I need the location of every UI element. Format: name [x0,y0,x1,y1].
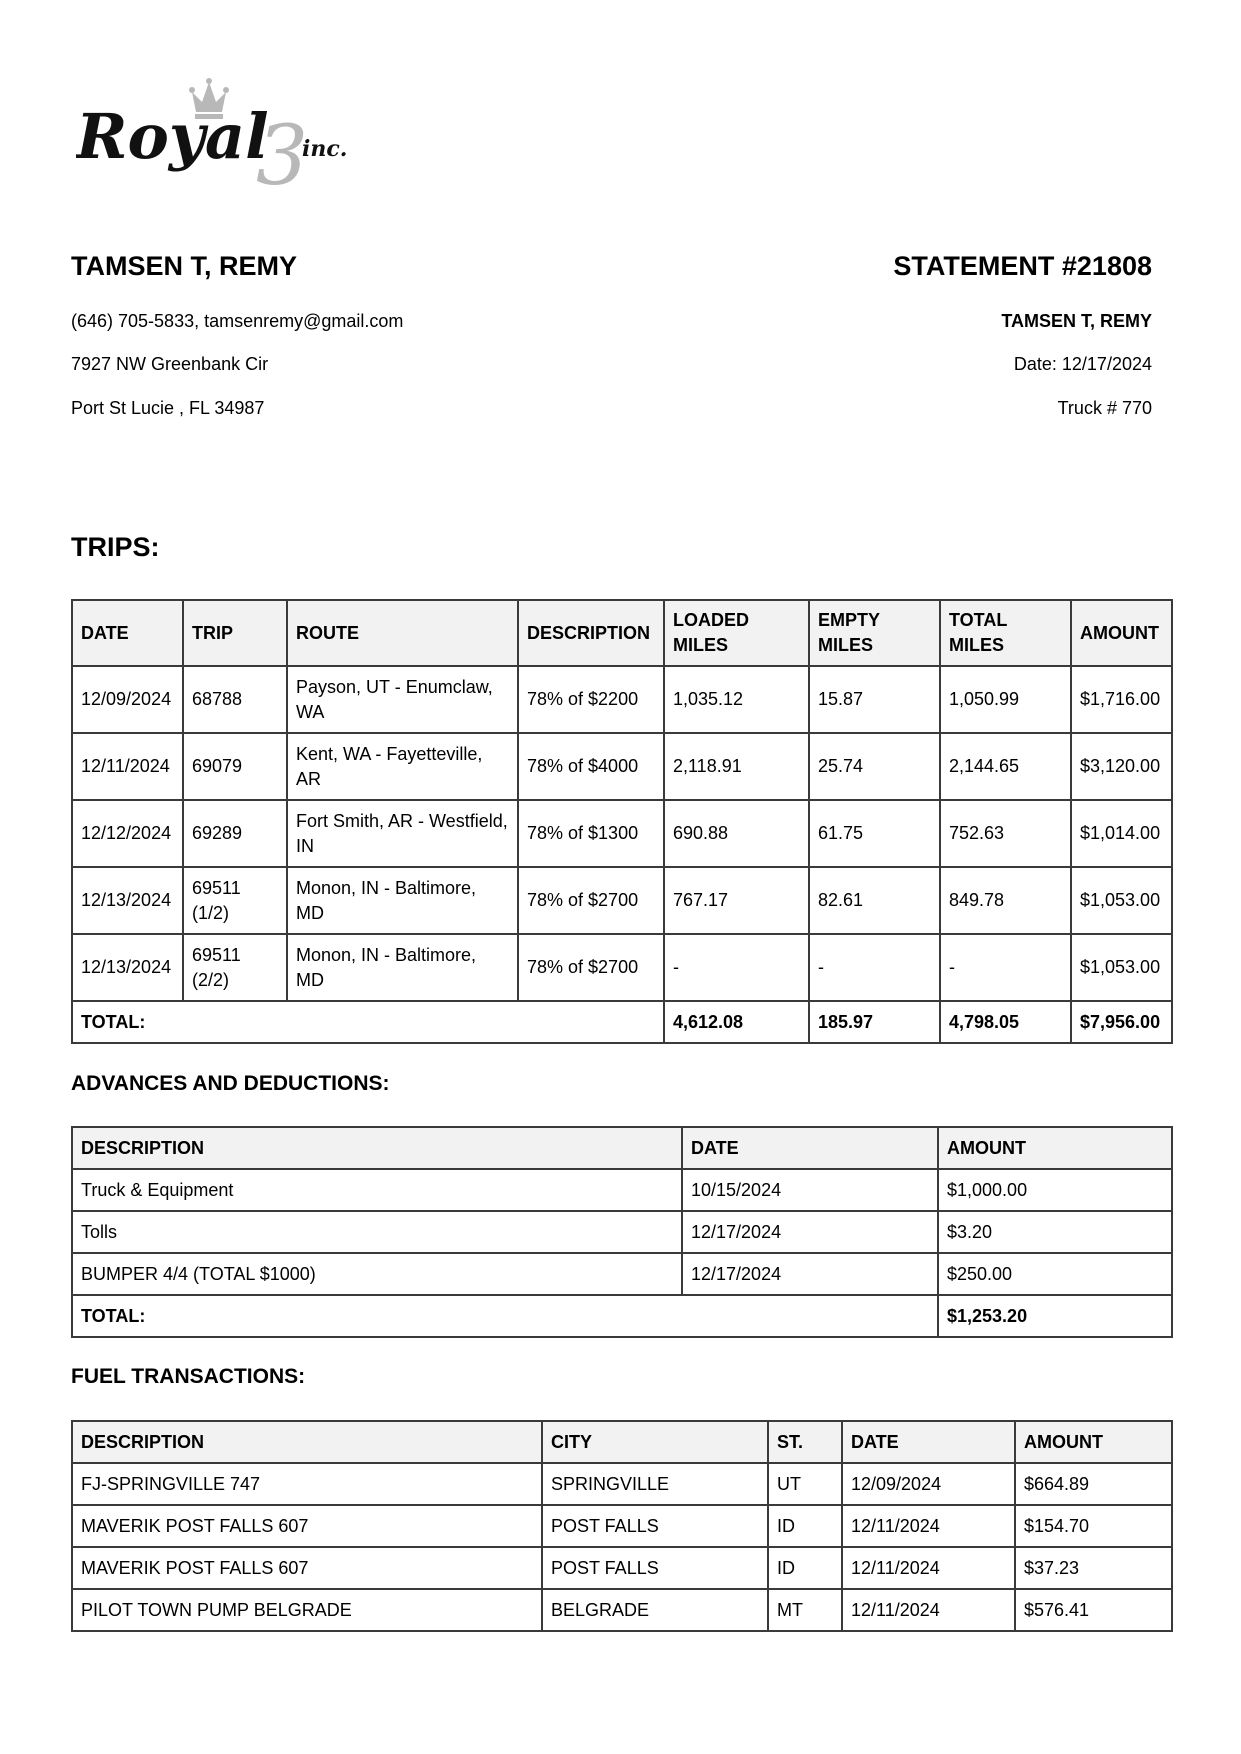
table-cell: 10/15/2024 [682,1169,938,1211]
table-cell: 82.61 [809,867,940,934]
table-cell: $664.89 [1015,1463,1172,1505]
table-cell: $3,120.00 [1071,733,1172,800]
table-cell: 78% of $4000 [518,733,664,800]
column-header: ST. [768,1421,842,1463]
table-cell: ID [768,1505,842,1547]
trips-heading: TRIPS: [71,532,160,562]
table-cell: 12/11/2024 [842,1589,1015,1631]
table-cell: - [940,934,1071,1001]
table-cell: 69511 (1/2) [183,867,287,934]
logo-suffix: inc. [302,136,348,162]
table-cell: 15.87 [809,666,940,733]
table-cell: 2,118.91 [664,733,809,800]
advances-heading: ADVANCES AND DEDUCTIONS: [71,1072,390,1095]
table-header-row [72,1127,1172,1169]
column-header: DESCRIPTION [518,600,664,666]
column-header: LOADED MILES [664,600,809,666]
table-cell: $1,716.00 [1071,666,1172,733]
table-cell: POST FALLS [542,1547,768,1589]
table-cell: 12/11/2024 [842,1547,1015,1589]
table-cell: $37.23 [1015,1547,1172,1589]
table-row [72,867,1172,934]
table-cell: 12/12/2024 [72,800,183,867]
table-cell: 78% of $2700 [518,934,664,1001]
statement-title: STATEMENT #21808 [893,251,1152,281]
table-cell: 78% of $1300 [518,800,664,867]
table-cell: $1,000.00 [938,1169,1172,1211]
table-cell: - [809,934,940,1001]
table-cell: 12/09/2024 [72,666,183,733]
table-cell: 849.78 [940,867,1071,934]
table-row [72,934,1172,1001]
total-label: TOTAL: [72,1001,664,1043]
table-header-row [72,600,1172,666]
table-cell: 690.88 [664,800,809,867]
column-header: DATE [682,1127,938,1169]
column-header: DATE [842,1421,1015,1463]
logo-wordmark: Royal [76,100,269,173]
driver-name-heading: TAMSEN T, REMY [71,251,298,281]
table-cell: 752.63 [940,800,1071,867]
table-cell: PILOT TOWN PUMP BELGRADE [72,1589,542,1631]
table-cell: ID [768,1547,842,1589]
table-cell: 12/11/2024 [72,733,183,800]
total-label: TOTAL: [72,1295,938,1337]
column-header: EMPTY MILES [809,600,940,666]
table-row [72,666,1172,733]
column-header: AMOUNT [1071,600,1172,666]
table-row [72,1169,1172,1211]
table-cell: Truck & Equipment [72,1169,682,1211]
table-cell: Monon, IN - Baltimore, MD [287,934,518,1001]
table-cell: 12/17/2024 [682,1253,938,1295]
table-cell: $3.20 [938,1211,1172,1253]
column-header: DESCRIPTION [72,1127,682,1169]
table-cell: 12/11/2024 [842,1505,1015,1547]
column-header: DESCRIPTION [72,1421,542,1463]
table-cell: $1,053.00 [1071,934,1172,1001]
table-cell: Fort Smith, AR - Westfield, IN [287,800,518,867]
truck-number: Truck # 770 [1057,398,1152,418]
table-row [72,1547,1172,1589]
table-cell: BUMPER 4/4 (TOTAL $1000) [72,1253,682,1295]
table-cell: SPRINGVILLE [542,1463,768,1505]
company-logo [76,78,386,194]
table-cell: 12/13/2024 [72,867,183,934]
column-header: DATE [72,600,183,666]
trips-table [71,599,1173,1044]
column-header: CITY [542,1421,768,1463]
table-cell: 25.74 [809,733,940,800]
column-header: TOTAL MILES [940,600,1071,666]
table-header-row [72,1421,1172,1463]
table-cell: BELGRADE [542,1589,768,1631]
table-cell: 78% of $2700 [518,867,664,934]
table-cell: 69289 [183,800,287,867]
column-header: ROUTE [287,600,518,666]
table-cell: Payson, UT - Enumclaw, WA [287,666,518,733]
table-total-row [72,1295,1172,1337]
address-line-2: Port St Lucie , FL 34987 [71,398,265,418]
table-row [72,1211,1172,1253]
fuel-table [71,1420,1173,1632]
address-line-1: 7927 NW Greenbank Cir [71,354,269,374]
table-total-row [72,1001,1172,1043]
total-amount: $1,253.20 [938,1295,1172,1337]
table-cell: - [664,934,809,1001]
total-empty-miles: 185.97 [809,1001,940,1043]
table-cell: MT [768,1589,842,1631]
advances-table [71,1126,1173,1338]
table-cell: 2,144.65 [940,733,1071,800]
table-cell: $1,014.00 [1071,800,1172,867]
table-cell: 61.75 [809,800,940,867]
statement-date: Date: 12/17/2024 [1013,354,1152,374]
table-cell: Monon, IN - Baltimore, MD [287,867,518,934]
table-row [72,1505,1172,1547]
table-cell: POST FALLS [542,1505,768,1547]
table-row [72,1253,1172,1295]
table-row [72,733,1172,800]
table-cell: 12/13/2024 [72,934,183,1001]
column-header: TRIP [183,600,287,666]
total-amount: $7,956.00 [1071,1001,1172,1043]
table-cell: 69079 [183,733,287,800]
table-row [72,1589,1172,1631]
table-cell: 1,035.12 [664,666,809,733]
fuel-heading: FUEL TRANSACTIONS: [71,1365,306,1388]
logo-number: 3 [256,109,309,194]
table-cell: Kent, WA - Fayetteville, AR [287,733,518,800]
total-loaded-miles: 4,612.08 [664,1001,809,1043]
table-cell: MAVERIK POST FALLS 607 [72,1505,542,1547]
table-cell: UT [768,1463,842,1505]
column-header: AMOUNT [938,1127,1172,1169]
table-cell: 1,050.99 [940,666,1071,733]
table-cell: 12/09/2024 [842,1463,1015,1505]
table-cell: $576.41 [1015,1589,1172,1631]
total-miles: 4,798.05 [940,1001,1071,1043]
column-header: AMOUNT [1015,1421,1172,1463]
table-row [72,1463,1172,1505]
table-cell: $154.70 [1015,1505,1172,1547]
table-cell: 12/17/2024 [682,1211,938,1253]
contact-line: (646) 705-5833, tamsenremy@gmail.com [71,311,404,331]
table-cell: FJ-SPRINGVILLE 747 [72,1463,542,1505]
table-cell: $1,053.00 [1071,867,1172,934]
statement-driver-name: TAMSEN T, REMY [1001,311,1152,331]
table-cell: 68788 [183,666,287,733]
table-cell: $250.00 [938,1253,1172,1295]
table-cell: 69511 (2/2) [183,934,287,1001]
table-row [72,800,1172,867]
table-cell: Tolls [72,1211,682,1253]
table-cell: MAVERIK POST FALLS 607 [72,1547,542,1589]
table-cell: 767.17 [664,867,809,934]
table-cell: 78% of $2200 [518,666,664,733]
